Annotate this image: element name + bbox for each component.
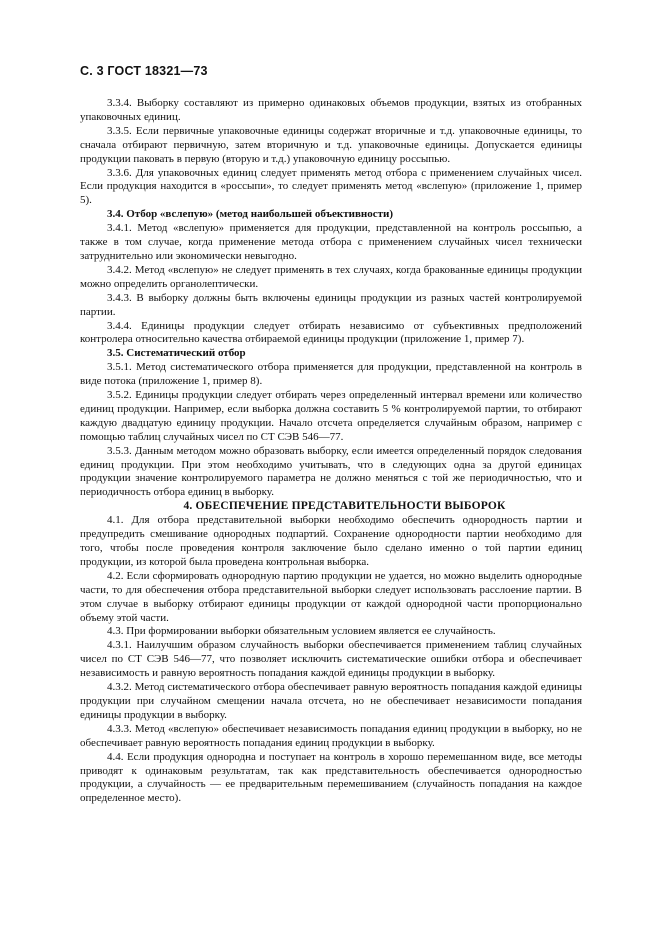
document-body <box>80 97 582 806</box>
paragraph-3-5-2: 3.5.2. Единицы продукции следует отбирать через определенный интервал времени или количество единиц продукции. Например, если выборка должна составить 5 % контролируемой партии, то отбирают каждую двадцатую единицу продукции. Начало отсчета определяется случайным образом, например с помощью таблиц случайных чисел по СТ СЭВ 546—77. <box>80 389 582 443</box>
paragraph-4-3-1: 4.3.1. Наилучшим образом случайность выборки обеспечивается применением таблиц случайных чисел по СТ СЭВ 546—77, что позволяет исключить систематические ошибки отбора и обеспечивает независимость и равную вероятность попадания каждой единицы продукции в выборку. <box>80 639 582 680</box>
paragraph-4-3: 4.3. При формировании выборки обязательным условием является ее случайность. <box>107 625 496 638</box>
paragraph-4-3-2: 4.3.2. Метод систематического отбора обеспечивает равную вероятность попадания каждой единицы продукции при случайном смещении начала отсчета, но не обеспечивает независимости попадания единицы продукции в выборку. <box>80 681 582 721</box>
page-header: С. 3 ГОСТ 18321—73 <box>80 64 208 78</box>
paragraph-3-4-1: 3.4.1. Метод «вслепую» применяется для продукции, представленной на контроль россыпью, а также в том случае, когда применение метода отбора с применением случайных чисел технически затруднительно или экономически невыгодно. <box>80 222 582 262</box>
paragraph-3-5-1: 3.5.1. Метод систематического отбора применяется для продукции, представленной на контроль в виде потока (приложение 1, пример 8). <box>80 361 582 388</box>
paragraph-4-4: 4.4. Если продукция однородна и поступает на контроль в хорошо перемешанном виде, все методы приводят к одинаковым результатам, так как представительность обеспечивается однородностью продукции, а случайность — ее предварительным перемешиванием (случайность попадания на каждое определенное место). <box>80 750 582 805</box>
paragraph-4-2: 4.2. Если сформировать однородную партию продукции не удается, но можно выделить однородные части, то для обеспечения отбора представительной выборки следует использовать расслоение партии. В этом случае в выборку отбирают единицы продукции от каждой однородной части пропорционально объему этой части. <box>80 569 582 624</box>
paragraph-3-4-2: 3.4.2. Метод «вслепую» не следует применять в тех случаях, когда бракованные единицы продукции можно определить органолептически. <box>80 263 582 290</box>
subheading-3-5: 3.5. Систематический отбор <box>107 347 246 360</box>
subheading-3-4: 3.4. Отбор «вслепую» (метод наибольшей объективности) <box>107 208 394 221</box>
paragraph-3-4-3: 3.4.3. В выборку должны быть включены единицы продукции из разных частей контролируемой партии. <box>80 291 582 318</box>
paragraph-3-3-6: 3.3.6. Для упаковочных единиц следует применять метод отбора с применением случайных чисел. Если продукция находится в «россыпи», то следует применять метод «вслепую» (приложение 1, пример 5). <box>80 166 582 207</box>
paragraph-3-4-4: 3.4.4. Единицы продукции следует отбирать независимо от субъективных предположений контролера относительно качества отбираемой единицы продукции (приложение 1, пример 7). <box>80 319 582 346</box>
paragraph-4-3-3: 4.3.3. Метод «вслепую» обеспечивает независимость попадания единиц продукции в выборку, но не обеспечивает равную вероятность попадания единиц продукции в выборку. <box>80 722 582 749</box>
paragraph-3-5-3: 3.5.3. Данным методом можно образовать выборку, если имеется определенный порядок следования единиц продукции. При этом необходимо учитывать, что в следующих одна за другой единицах продукции значение контролируемого параметра не должно меняться с той же периодичностью, что и периодичность отбора единиц в выборку. <box>80 444 582 499</box>
paragraph-4-1: 4.1. Для отбора представительной выборки необходимо обеспечить однородность партии и предупредить смешивание однородных подпартий. Сохранение однородности партии необходимо для того, чтобы после проведения контроля заключение было сделано именно о той партии единиц продукции, из которой была проведена контрольная выборка. <box>80 514 582 568</box>
paragraph-3-3-5: 3.3.5. Если первичные упаковочные единицы содержат вторичные и т.д. упаковочные единицы, то сначала отбирают первичную, затем вторичную и т.д. упаковочные единицы. Допускается единицы продукции паковать в первую (вторую и т.д.) упаковочную единицу россыпью. <box>80 124 582 165</box>
paragraph-3-3-4: 3.3.4. Выборку составляют из примерно одинаковых объемов продукции, взятых из отобранных упаковочных единиц. <box>80 97 582 123</box>
section-title: 4. ОБЕСПЕЧЕНИЕ ПРЕДСТАВИТЕЛЬНОСТИ ВЫБОРОК <box>183 500 506 513</box>
